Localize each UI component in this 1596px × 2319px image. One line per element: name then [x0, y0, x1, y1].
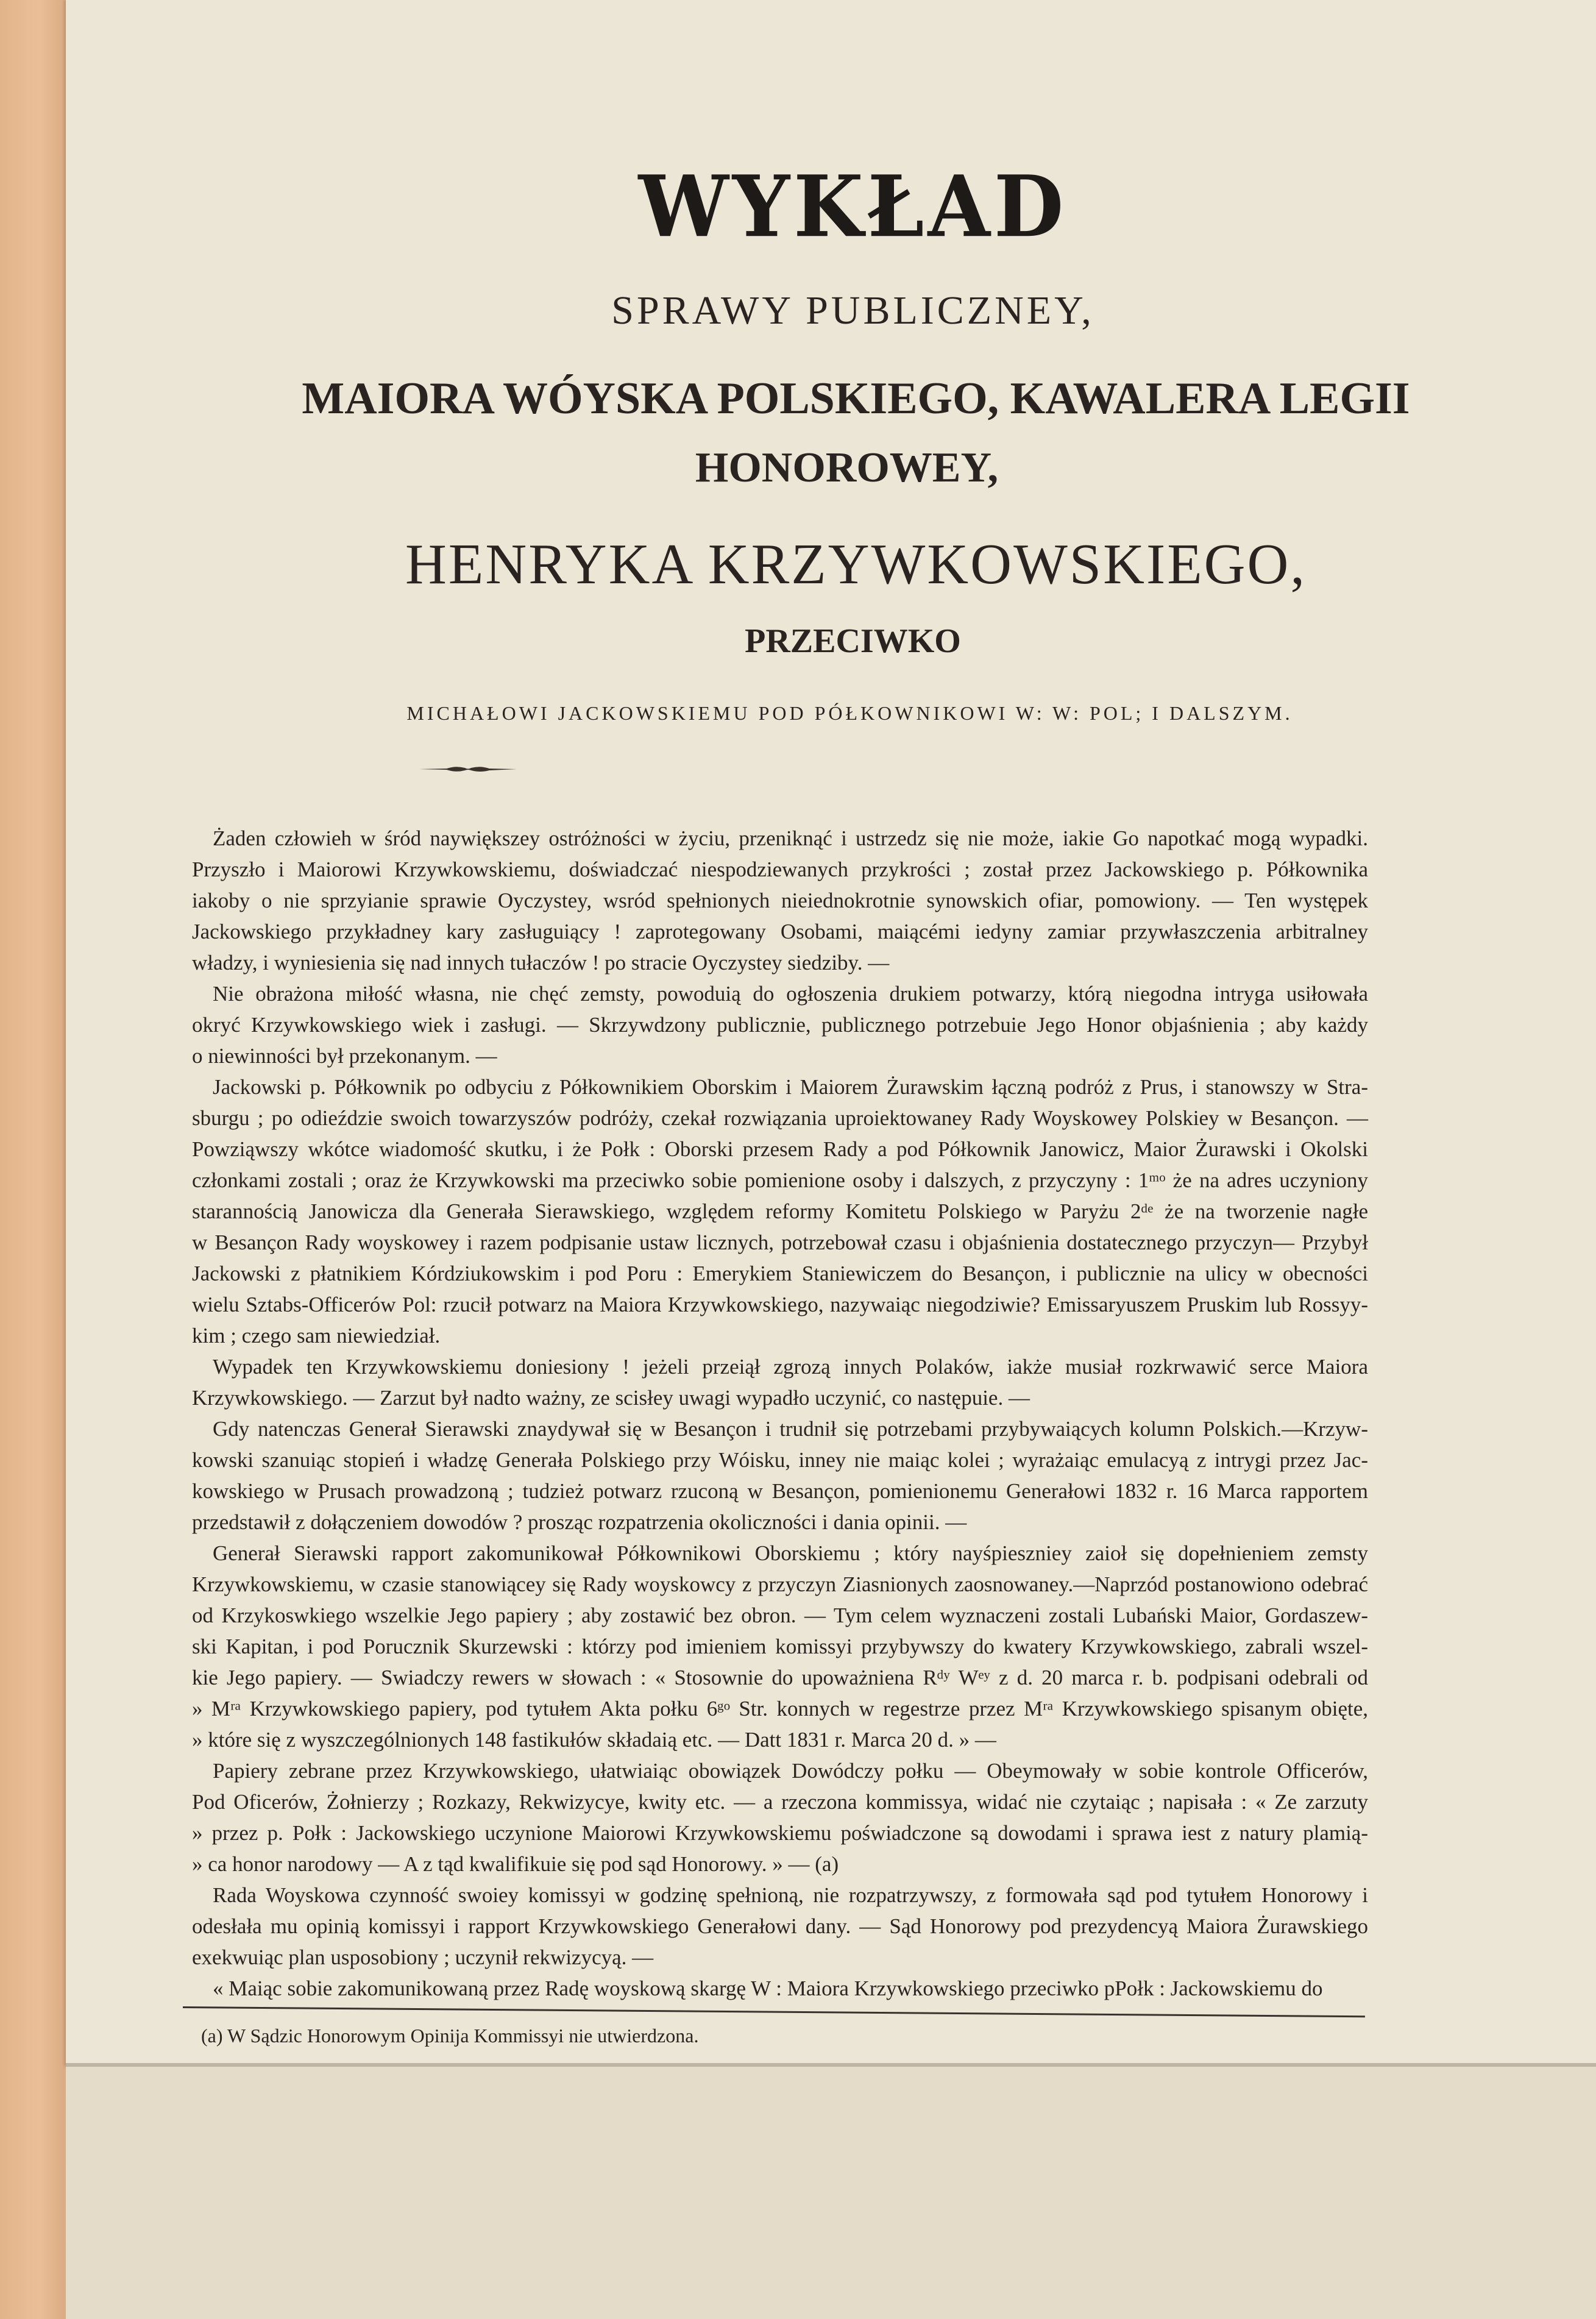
title-line-5: PRZECIWKO	[745, 622, 961, 660]
paragraph	[192, 1351, 1368, 1413]
text-line: Krzywkowskiego. — Zarzut był nadto ważny, ze scisłey uwagi wypadło uczynić, co następuie. —	[192, 1386, 1030, 1410]
text-line: » które się z wyszczególnionych 148 fastikułów składaią etc. — Datt 1831 r. Marca 20 d. » —	[192, 1728, 996, 1752]
text-line: Jackowski z płatnikiem Kórdziukowskim i pod Poru : Emerykiem Staniewiczem do Besançon, i publicznie na ulicy w obecności	[192, 1262, 1368, 1285]
text-line: sburgu ; po odieździe swoich towarzyszów podróży, czekał rozwiązania uproiektowaney Rady Woyskowey Polskiey w Besançon. —	[192, 1106, 1368, 1130]
text-line: odesłała mu opinią komissyi i rapport Krzywkowskiego Generałowi dany. — Sąd Honorowy pod prezydencyą Maiora Żurawskiego	[192, 1914, 1368, 1938]
text-line: ski Kapitan, i pod Porucznik Skurzewski : którzy pod imieniem komissyi przybywszy do kwatery Krzywkowskiego, zabrali wszel-	[192, 1635, 1368, 1658]
paragraph	[192, 978, 1368, 1071]
footnote: (a) W Sądzic Honorowym Opinija Kommissyi nie utwierdzona.	[201, 2025, 699, 2047]
text-line: exekwuiąc plan usposobiony ; uczynił rekwizycyą. —	[192, 1945, 654, 1969]
text-line: okryć Krzywkowskiego wiek i zasługi. — Skrzywdzony publicznie, publicznego potrzebuie Jego Honor objaśnienia ; aby każdy	[192, 1013, 1368, 1037]
text-line: o niewinności był przekonanym. —	[192, 1044, 497, 1068]
paragraph	[192, 1538, 1368, 1755]
text-line: Jackowski p. Półkownik po odbyciu z Półkownikiem Oborskim i Maiorem Żurawskim łączną podróż z Prus, i stanowszy w Stra-	[213, 1075, 1368, 1099]
document-title: WYKŁAD	[638, 157, 1068, 257]
text-line: starannością Janowicza dla Generała Sierawskiego, względem reformy Komitetu Polskiego w Paryżu 2ᵈᵉ że na tworzenie nagłe	[192, 1199, 1368, 1223]
text-line: Papiery zebrane przez Krzywkowskiego, ułatwiaiąc obowiązek Dowódczy połku — Obeymowały w sobie kontrole Officerów,	[213, 1759, 1368, 1783]
text-line: Żaden człowieh w śród naywiększey ostróżności w życiu, przeniknąć i ustrzedz się nie może, iakie Go napotkać mogą wypadki.	[213, 826, 1368, 850]
text-line: Gdy natenczas Generał Sierawski znaydywał się w Besançon i trudnił się potrzebami przybywaiących kolumn Polskich.—Krzyw-	[213, 1417, 1368, 1441]
text-line: władzy, i wyniesienia się nad innych tułaczów ! po stracie Oyczystey siedziby. —	[192, 951, 890, 975]
text-line: Rada Woyskowa czynność swoiey komissyi w godzinę spełnioną, nie rozpatrzywszy, z formowała sąd pod tytułem Honorowy i	[213, 1883, 1368, 1907]
paragraph	[192, 1880, 1368, 1973]
text-line: kie Jego papiery. — Swiadczy rewers w słowach : « Stosownie do upoważniena Rᵈʸ Wᵉʸ z d. 20 marca r. b. podpisani odebrali od	[192, 1666, 1368, 1689]
torn-edge	[66, 2063, 1596, 2067]
text-line: Jackowskiego przykładney kary zasługuiący ! zaprotegowany Osobami, maiącémi iedyny zamiar przywłaszczenia arbitralney	[192, 920, 1368, 943]
title-subline: MICHAŁOWI JACKOWSKIEMU POD PÓŁKOWNIKOWI W: W: POL; I DALSZYM.	[406, 702, 1293, 724]
paragraph	[192, 1973, 1368, 2004]
backing-page	[66, 2066, 1596, 2319]
text-line: Powziąwszy wkótce wiadomość skutku, i że Połk : Oborski przesem Rady a pod Półkownik Janowicz, Maior Żurawski i Okolski	[192, 1137, 1368, 1161]
text-line: Nie obrażona miłość własna, nie chęć zemsty, powoduią do ogłoszenia drukiem potwarzy, którą niegodna intryga usiłowała	[213, 982, 1368, 1006]
title-line-2: MAIORA WÓYSKA POLSKIEGO, KAWALERA LEGII	[302, 374, 1410, 424]
text-line: iakoby o nie sprzyianie sprawie Oyczystey, wsród spełnionych nieiednokrotnie synowskich ofiar, pomowiony. — Ten występek	[192, 889, 1368, 912]
text-line: » Mʳᵃ Krzywkowskiego papiery, pod tytułem Akta połku 6ᵍᵒ Str. konnych w regestrze przez Mʳᵃ Krzywkowskiego spisanym obięte,	[192, 1697, 1368, 1721]
text-line: Pod Oficerów, Żołnierzy ; Rozkazy, Rekwizycye, kwity etc. — a rzeczona kommissya, widać nie czytaiąc ; napisała : « Ze zarzuty	[192, 1790, 1368, 1814]
text-line: kim ; czego sam niewiedział.	[192, 1324, 441, 1348]
paper-edge-strip	[0, 0, 66, 2319]
title-line-4: HENRYKA KRZYWKOWSKIEGO,	[405, 533, 1307, 596]
text-line: przedstawił z dołączeniem dowodów ? prosząc rozpatrzenia okoliczności i dania opinii. —	[192, 1510, 967, 1534]
text-line: w Besançon Rady woyskowey i razem podpisanie ustaw licznych, potrzebował czasu i objaśnienia dostatecznego przyczyn— Przybył	[192, 1231, 1368, 1254]
text-line: » przez p. Połk : Jackowskiego uczynione Maiorowi Krzywkowskiemu poświadczone są dowodami i sprawa iest z natury plamią-	[192, 1821, 1368, 1845]
text-line: Wypadek ten Krzywkowskiemu doniesiony ! jeżeli przeiął zgrozą innych Polaków, iakże musiał rozkrwawić serce Maiora	[213, 1355, 1368, 1379]
paragraph	[192, 1071, 1368, 1351]
text-line: Przyszło i Maiorowi Krzywkowskiemu, doświadczać niespodziewanych przykrości ; został przez Jackowskiego p. Półkownika	[192, 858, 1368, 881]
title-line-3: HONOROWEY,	[695, 444, 999, 491]
text-line: członkami zostali ; oraz że Krzywkowski ma przeciwko sobie pomienione osoby i dalszych, z przyczyny : 1ᵐᵒ że na adres uczyniony	[192, 1168, 1368, 1192]
text-line: Generał Sierawski rapport zakomunikował Półkownikowi Oborskiemu ; który nayśpieszniey zaioł się dopełnieniem zemsty	[213, 1541, 1368, 1565]
paragraph	[192, 823, 1368, 978]
body-text	[192, 823, 1368, 2004]
text-line: kowski szanuiąc stopień i władzę Generała Polskiego przy Wóisku, inney nie maiąc kolei ; wyrażaiąc emulacyą z intrygi przez Jac-	[192, 1448, 1368, 1472]
text-line: Krzywkowskiemu, w czasie stanowiącey się Rady woyskowcy z przyczyn Ziasnionych zaosnowaney.—Naprzód postanowiono odebrać	[192, 1572, 1368, 1596]
paragraph	[192, 1755, 1368, 1880]
title-line-1: SPRAWY PUBLICZNEY,	[611, 288, 1094, 333]
text-line: od Krzykoswkiego wszelkie Jego papiery ; aby zostawić bez obron. — Tym celem wyznaczeni zostali Lubański Maior, Gordaszew-	[192, 1603, 1368, 1627]
text-line: » ca honor narodowy — A z tąd kwalifikuie się pod sąd Honorowy. » — (a)	[192, 1852, 839, 1876]
text-line: kowskiego w Prusach prowadzoną ; tudzież potwarz rzuconą w Besançon, pomienionemu Generałowi 1832 r. 16 Marca rapportem	[192, 1479, 1368, 1503]
ornament-divider	[419, 764, 517, 774]
paragraph	[192, 1413, 1368, 1538]
text-line: wielu Sztabs-Officerów Pol: rzucił potwarz na Maiora Krzywkowskiego, nazywaiąc niegodziwie? Emissaryuszem Pruskim lub Rossyy-	[192, 1293, 1368, 1316]
text-line: « Maiąc sobie zakomunikowaną przez Radę woyskową skargę W : Maiora Krzywkowskiego przeciwko pPołk : Jackowskiemu do	[213, 1976, 1323, 2000]
